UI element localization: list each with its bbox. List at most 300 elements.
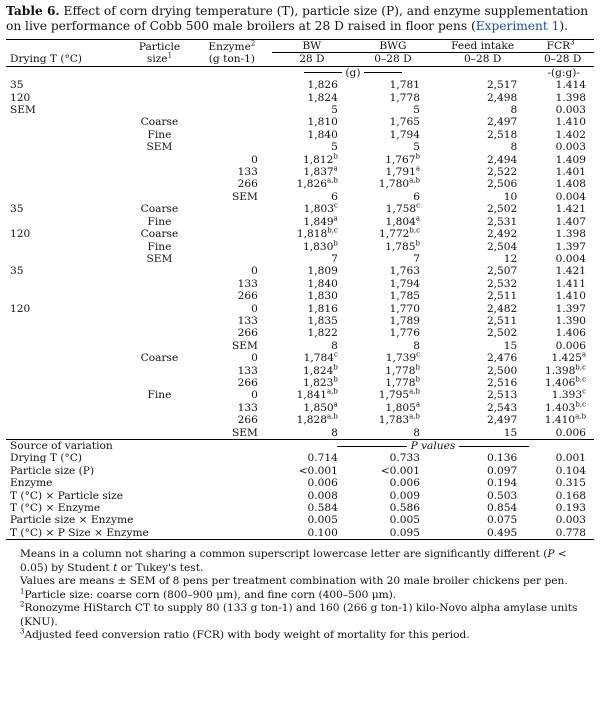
enzyme-cell: 133 bbox=[237, 166, 258, 179]
header-bwg-sub: 0–28 D bbox=[352, 53, 434, 66]
fcr-cell: 0.006 bbox=[555, 339, 586, 352]
bwg-cell: 1,804$^a$ bbox=[385, 214, 420, 228]
header-row-1 bbox=[6, 40, 594, 53]
bwg-cell: 1,758$^c$ bbox=[385, 201, 420, 216]
p-fcr: 0.778 bbox=[531, 527, 594, 540]
drying-temp-cell bbox=[6, 216, 127, 228]
header-enzyme: Enzyme$^2$ bbox=[208, 38, 256, 53]
p-fcr: 0.001 bbox=[555, 452, 586, 465]
table-notes bbox=[6, 548, 594, 643]
feed-intake-cell: 2,518 bbox=[486, 128, 518, 141]
bwg-cell: 1,785 bbox=[389, 290, 420, 303]
note-enzyme: $^2$Ronozyme HiStarch CT to supply 80 (133 g ton-1) and 160 (266 g ton-1) kilo-Novo alpha amylase units (KNU). bbox=[20, 600, 578, 628]
table-row bbox=[6, 92, 594, 104]
fcr-cell: 1.403$^{b,c}$ bbox=[545, 400, 586, 414]
fcr-cell: 1.425$^a$ bbox=[551, 350, 586, 365]
fcr-cell: 1.407 bbox=[555, 215, 586, 228]
bw-cell: 1,816 bbox=[307, 302, 338, 315]
feed-intake-cell: 2,502 bbox=[486, 327, 518, 340]
particle-size-cell bbox=[127, 265, 192, 277]
drying-temp-cell bbox=[6, 389, 127, 401]
particle-size-cell: SEM bbox=[146, 141, 173, 154]
p-fcr: 0.003 bbox=[555, 514, 586, 527]
particle-size-cell: SEM bbox=[146, 252, 173, 265]
drying-temp-cell: 35 bbox=[10, 79, 24, 92]
table-label: Table 6. bbox=[6, 4, 60, 18]
drying-temp-cell bbox=[6, 253, 127, 265]
particle-size-cell: Coarse bbox=[140, 228, 179, 241]
feed-intake-cell: 2,497 bbox=[486, 414, 518, 427]
p-bwg: 0.095 bbox=[352, 527, 434, 540]
particle-size-cell bbox=[127, 365, 192, 377]
bwg-cell: 1,763 bbox=[389, 265, 420, 278]
source-name: Drying T (°C) bbox=[10, 452, 83, 465]
fcr-cell: 1.421 bbox=[555, 265, 586, 278]
table-row bbox=[6, 340, 594, 352]
fcr-cell: 1.390 bbox=[555, 314, 586, 327]
particle-size-cell: Coarse bbox=[140, 352, 179, 365]
unit-grams: (g) bbox=[272, 66, 434, 79]
enzyme-cell: 0 bbox=[251, 153, 258, 166]
header-feed-intake: Feed intake bbox=[434, 40, 531, 53]
source-name: T (°C) × Enzyme bbox=[10, 502, 101, 515]
enzyme-cell: 266 bbox=[237, 376, 258, 389]
drying-temp-cell bbox=[6, 414, 127, 426]
fcr-cell: 1.402 bbox=[555, 128, 586, 141]
bw-cell: 1,849$^a$ bbox=[303, 214, 338, 228]
bw-cell: 1,840 bbox=[307, 128, 338, 141]
particle-size-cell bbox=[127, 290, 192, 302]
header-bw-sub: 28 D bbox=[272, 53, 352, 66]
p-bwg: 0.005 bbox=[389, 514, 420, 527]
table-row bbox=[6, 166, 594, 178]
bwg-cell: 1,781 bbox=[389, 79, 420, 92]
table-row bbox=[6, 241, 594, 253]
bwg-cell: 1,770 bbox=[389, 302, 420, 315]
enzyme-cell bbox=[192, 92, 272, 104]
p-bw: 0.008 bbox=[307, 489, 338, 502]
bw-cell: 1,841$^{a,b}$ bbox=[296, 387, 338, 402]
drying-temp-cell bbox=[6, 340, 127, 352]
feed-intake-cell: 2,476 bbox=[486, 352, 518, 365]
source-row bbox=[6, 502, 594, 514]
p-bwg: 0.733 bbox=[389, 452, 420, 465]
feed-intake-cell: 2,500 bbox=[486, 364, 518, 377]
table-row bbox=[6, 402, 594, 414]
particle-size-cell bbox=[127, 377, 192, 389]
experiment-link[interactable]: Experiment 1 bbox=[475, 19, 560, 33]
source-header-row bbox=[6, 440, 594, 453]
drying-temp-cell: 35 bbox=[10, 265, 24, 278]
drying-temp-cell bbox=[6, 377, 127, 389]
feed-intake-cell: 2,502 bbox=[486, 203, 518, 216]
drying-temp-cell: 120 bbox=[10, 302, 31, 315]
bwg-cell: 1,767$^b$ bbox=[385, 152, 420, 166]
bwg-cell: 1,776 bbox=[389, 327, 420, 340]
table-row bbox=[6, 79, 594, 91]
p-bwg: 0.586 bbox=[389, 502, 420, 515]
p-bwg: 0.009 bbox=[389, 489, 420, 502]
bwg-cell: 1,778$^b$ bbox=[385, 363, 420, 377]
drying-temp-cell bbox=[6, 166, 127, 178]
bw-cell: 8 bbox=[331, 426, 338, 439]
enzyme-cell: SEM bbox=[232, 190, 258, 203]
enzyme-cell: 266 bbox=[237, 414, 258, 427]
feed-intake-cell: 2,511 bbox=[486, 290, 518, 303]
p-feed-intake: 0.075 bbox=[486, 514, 518, 527]
enzyme-cell bbox=[192, 203, 272, 215]
bw-cell: 1,830 bbox=[307, 290, 338, 303]
drying-temp-cell bbox=[6, 178, 127, 190]
fcr-cell: 1.410$^{a,b}$ bbox=[544, 412, 586, 427]
enzyme-cell: 0 bbox=[251, 389, 258, 402]
feed-intake-cell: 2,497 bbox=[486, 116, 518, 129]
bw-cell: 1,810 bbox=[307, 116, 338, 129]
drying-temp-cell bbox=[6, 191, 127, 203]
fcr-cell: 1.397 bbox=[555, 302, 586, 315]
bw-cell: 5 bbox=[331, 104, 338, 117]
feed-intake-cell: 2,498 bbox=[486, 91, 518, 104]
particle-size-cell bbox=[127, 427, 192, 440]
particle-size-cell bbox=[127, 154, 192, 166]
enzyme-cell bbox=[192, 228, 272, 240]
bwg-cell: 1,765 bbox=[389, 116, 420, 129]
fcr-cell: 1.398 bbox=[555, 228, 586, 241]
particle-size-cell bbox=[127, 278, 192, 290]
p-bw: <0.001 bbox=[298, 464, 338, 477]
source-row bbox=[6, 477, 594, 489]
enzyme-cell: 133 bbox=[237, 401, 258, 414]
p-values-label: P values bbox=[272, 440, 594, 453]
bw-cell: 5 bbox=[331, 141, 338, 154]
particle-size-cell: Fine bbox=[147, 240, 172, 253]
header-fcr: FCR$^3$ bbox=[531, 40, 594, 53]
fcr-cell: 1.414 bbox=[555, 79, 586, 92]
note-significance: Means in a column not sharing a common superscript lowercase letter are significantly different (P < 0.05) by Student t or Tukey's test. bbox=[20, 548, 567, 574]
caption-text: Effect of corn drying temperature (T), particle size (P), and enzyme supplementation on live performance of Cobb 500 male broilers at 28 D raised in floor pens ( bbox=[6, 4, 589, 33]
bwg-cell: 1,778 bbox=[389, 91, 420, 104]
fcr-cell: 1.411 bbox=[555, 277, 586, 290]
source-name: T (°C) × P Size × Enzyme bbox=[6, 527, 272, 540]
p-feed-intake: 0.495 bbox=[434, 527, 531, 540]
particle-size-cell: Fine bbox=[147, 389, 172, 402]
bwg-cell: 1,780$^{a,b}$ bbox=[378, 176, 420, 191]
p-feed-intake: 0.503 bbox=[486, 489, 518, 502]
p-bw: 0.584 bbox=[307, 502, 338, 515]
bw-cell: 1,850$^a$ bbox=[303, 400, 338, 414]
table-row bbox=[6, 203, 594, 215]
fcr-cell: 1.409 bbox=[555, 153, 586, 166]
drying-temp-cell bbox=[6, 352, 127, 364]
drying-temp-cell bbox=[6, 241, 127, 253]
particle-size-cell bbox=[127, 79, 192, 91]
bw-cell: 1,826 bbox=[307, 79, 338, 92]
table-row bbox=[6, 129, 594, 141]
table-body bbox=[6, 66, 594, 539]
fcr-cell: 0.004 bbox=[555, 252, 586, 265]
table-row bbox=[6, 303, 594, 315]
bw-cell: 1,830$^b$ bbox=[303, 238, 338, 253]
enzyme-cell: SEM bbox=[232, 339, 258, 352]
drying-temp-cell bbox=[6, 141, 127, 153]
particle-size-cell bbox=[127, 178, 192, 190]
feed-intake-cell: 2,494 bbox=[486, 153, 518, 166]
table-row bbox=[6, 191, 594, 203]
table-row bbox=[6, 253, 594, 265]
source-name: T (°C) × Particle size bbox=[10, 489, 124, 502]
drying-temp-cell bbox=[6, 154, 127, 166]
note-particle: $^1$Particle size: coarse corn (800–900 μm), and fine corn (400–500 μm). bbox=[20, 587, 397, 601]
bwg-cell: 1,789 bbox=[389, 314, 420, 327]
fcr-cell: 1.398$^{b,c}$ bbox=[545, 363, 586, 377]
particle-size-cell: Fine bbox=[147, 215, 172, 228]
bwg-cell: 1,778$^b$ bbox=[385, 375, 420, 389]
feed-intake-cell: 2,522 bbox=[486, 166, 518, 179]
table-row bbox=[6, 365, 594, 377]
p-fcr: 0.315 bbox=[555, 477, 586, 490]
bwg-cell: 7 bbox=[413, 252, 420, 265]
enzyme-cell bbox=[192, 79, 272, 91]
bw-cell: 1,824 bbox=[307, 91, 338, 104]
p-fcr: 0.104 bbox=[555, 464, 586, 477]
header-bw: BW bbox=[272, 40, 352, 53]
particle-size-cell bbox=[127, 340, 192, 352]
header-bwg: BWG bbox=[352, 40, 434, 53]
bw-cell: 8 bbox=[331, 339, 338, 352]
bw-cell: 1,824$^b$ bbox=[303, 363, 338, 377]
results-table bbox=[6, 39, 594, 540]
particle-size-cell bbox=[127, 414, 192, 426]
p-bw: 0.006 bbox=[307, 477, 338, 490]
feed-intake-cell: 2,543 bbox=[486, 401, 518, 414]
bw-cell: 1,823$^b$ bbox=[303, 375, 338, 389]
feed-intake-cell: 2,492 bbox=[486, 228, 518, 241]
table-row bbox=[6, 278, 594, 290]
drying-temp-cell: 120 bbox=[10, 228, 31, 241]
fcr-cell: 0.004 bbox=[555, 190, 586, 203]
bw-cell: 1,826$^{a,b}$ bbox=[296, 176, 338, 191]
note-values: Values are means ± SEM of 8 pens per treatment combination with 20 male broiler chickens per pen. bbox=[20, 575, 568, 588]
feed-intake-cell: 2,511 bbox=[486, 314, 518, 327]
feed-intake-cell: 12 bbox=[503, 252, 518, 265]
p-bw: 0.005 bbox=[307, 514, 338, 527]
fcr-cell: 1.408 bbox=[555, 178, 586, 191]
source-of-variation-label: Source of variation bbox=[6, 440, 272, 453]
enzyme-cell: 133 bbox=[237, 277, 258, 290]
enzyme-cell bbox=[192, 253, 272, 265]
enzyme-cell: 0 bbox=[251, 352, 258, 365]
bwg-cell: 5 bbox=[413, 104, 420, 117]
fcr-cell: 1.397 bbox=[555, 240, 586, 253]
table-row bbox=[6, 352, 594, 364]
drying-temp-cell bbox=[6, 315, 127, 327]
p-bwg: 0.006 bbox=[389, 477, 420, 490]
bw-cell: 7 bbox=[331, 252, 338, 265]
source-name: Particle size × Enzyme bbox=[10, 514, 134, 527]
source-row bbox=[6, 514, 594, 526]
fcr-cell: 1.398 bbox=[555, 91, 586, 104]
table-row bbox=[6, 377, 594, 389]
note-fcr: $^3$Adjusted feed conversion ratio (FCR) with body weight of mortality for this period. bbox=[20, 627, 470, 642]
table-row bbox=[6, 389, 594, 401]
feed-intake-cell: 15 bbox=[503, 426, 518, 439]
fcr-cell: 0.003 bbox=[555, 141, 586, 154]
feed-intake-cell: 2,517 bbox=[486, 79, 518, 92]
particle-size-cell bbox=[127, 303, 192, 315]
drying-temp-cell bbox=[6, 116, 127, 128]
bwg-cell: 6 bbox=[413, 190, 420, 203]
drying-temp-cell bbox=[6, 327, 127, 339]
drying-temp-cell: 120 bbox=[10, 91, 31, 104]
fcr-cell: 1.406$^{b,c}$ bbox=[545, 375, 586, 389]
p-feed-intake: 0.854 bbox=[486, 502, 518, 515]
table-row bbox=[6, 315, 594, 327]
fcr-cell: 1.410 bbox=[555, 290, 586, 303]
source-row bbox=[6, 527, 594, 540]
feed-intake-cell: 8 bbox=[510, 141, 518, 154]
feed-intake-cell: 2,532 bbox=[486, 277, 518, 290]
enzyme-cell: 133 bbox=[237, 364, 258, 377]
drying-temp-cell bbox=[6, 278, 127, 290]
source-row bbox=[6, 452, 594, 464]
fcr-cell: 1.410 bbox=[555, 116, 586, 129]
drying-temp-cell bbox=[6, 402, 127, 414]
feed-intake-cell: 2,504 bbox=[486, 240, 518, 253]
enzyme-cell bbox=[192, 129, 272, 141]
bwg-cell: 1,794 bbox=[389, 277, 420, 290]
table-caption bbox=[6, 4, 594, 34]
bwg-cell: 1,805$^a$ bbox=[385, 400, 420, 414]
source-row bbox=[6, 490, 594, 502]
bw-cell: 1,809 bbox=[307, 265, 338, 278]
particle-size-cell: Fine bbox=[147, 128, 172, 141]
p-feed-intake: 0.194 bbox=[486, 477, 518, 490]
table-row bbox=[6, 154, 594, 166]
table-row bbox=[6, 265, 594, 277]
header-particle-size: size$^1$ bbox=[127, 53, 192, 66]
bwg-cell: 1,739$^c$ bbox=[385, 350, 420, 365]
units-row bbox=[6, 66, 594, 79]
enzyme-cell: SEM bbox=[232, 426, 258, 439]
bw-cell: 1,803$^c$ bbox=[303, 201, 338, 216]
header-feed-sub: 0–28 D bbox=[434, 53, 531, 66]
drying-temp-cell bbox=[6, 290, 127, 302]
p-bw: 0.100 bbox=[272, 527, 352, 540]
bwg-cell: 1,772$^{b,c}$ bbox=[379, 226, 420, 241]
particle-size-cell bbox=[127, 327, 192, 339]
fcr-cell: 1.401 bbox=[555, 166, 586, 179]
header-row-2 bbox=[6, 53, 594, 66]
table-row bbox=[6, 290, 594, 302]
drying-temp-cell bbox=[6, 365, 127, 377]
bw-cell: 6 bbox=[331, 190, 338, 203]
enzyme-cell bbox=[192, 141, 272, 153]
drying-temp-cell: 35 bbox=[10, 203, 24, 216]
enzyme-cell bbox=[192, 104, 272, 116]
bwg-cell: 1,783$^{a,b}$ bbox=[378, 412, 420, 427]
table-row bbox=[6, 116, 594, 128]
enzyme-cell: 266 bbox=[237, 178, 258, 191]
bwg-cell: 1,795$^{a,b}$ bbox=[378, 387, 420, 402]
fcr-cell: 0.006 bbox=[555, 426, 586, 439]
feed-intake-cell: 2,516 bbox=[486, 376, 518, 389]
particle-size-cell bbox=[127, 166, 192, 178]
feed-intake-cell: 2,482 bbox=[486, 302, 518, 315]
table-row bbox=[6, 327, 594, 339]
feed-intake-cell: 8 bbox=[510, 104, 518, 117]
header-fcr-sub: 0–28 D bbox=[531, 53, 594, 66]
enzyme-cell bbox=[192, 216, 272, 228]
feed-intake-cell: 2,506 bbox=[486, 178, 518, 191]
table-row bbox=[6, 178, 594, 190]
particle-size-cell: Coarse bbox=[140, 203, 179, 216]
feed-intake-cell: 10 bbox=[503, 190, 518, 203]
bw-cell: 1,818$^{b,c}$ bbox=[296, 226, 338, 241]
bwg-cell: 1,791$^a$ bbox=[385, 164, 420, 179]
header-enzyme-unit: (g ton-1) bbox=[192, 53, 272, 66]
bw-cell: 1,784$^c$ bbox=[303, 350, 338, 365]
particle-size-cell bbox=[127, 92, 192, 104]
p-bwg: <0.001 bbox=[380, 464, 420, 477]
source-name: Enzyme bbox=[10, 477, 53, 490]
table-row bbox=[6, 228, 594, 240]
p-feed-intake: 0.097 bbox=[486, 464, 518, 477]
table-row bbox=[6, 104, 594, 116]
drying-temp-cell bbox=[6, 129, 127, 141]
drying-temp-cell bbox=[6, 427, 127, 440]
bw-cell: 1,835 bbox=[307, 314, 338, 327]
bwg-cell: 5 bbox=[413, 141, 420, 154]
table-row bbox=[6, 414, 594, 426]
table-row bbox=[6, 141, 594, 153]
bwg-cell: 1,785$^b$ bbox=[385, 238, 420, 253]
source-name: Particle size (P) bbox=[10, 464, 95, 477]
p-bw: 0.714 bbox=[307, 452, 338, 465]
fcr-cell: 1.393$^c$ bbox=[551, 387, 586, 402]
enzyme-cell bbox=[192, 116, 272, 128]
p-fcr: 0.193 bbox=[555, 502, 586, 515]
enzyme-cell: 133 bbox=[237, 314, 258, 327]
drying-temp-cell: SEM bbox=[10, 104, 36, 117]
feed-intake-cell: 15 bbox=[503, 339, 518, 352]
bwg-cell: 1,794 bbox=[389, 128, 420, 141]
table-row bbox=[6, 427, 594, 440]
enzyme-cell: 0 bbox=[251, 265, 258, 278]
enzyme-cell: 0 bbox=[251, 302, 258, 315]
bw-cell: 1,837$^a$ bbox=[303, 164, 338, 179]
p-feed-intake: 0.136 bbox=[486, 452, 518, 465]
table-row bbox=[6, 216, 594, 228]
fcr-cell: 0.003 bbox=[555, 104, 586, 117]
fcr-cell: 1.421 bbox=[555, 203, 586, 216]
particle-size-cell bbox=[127, 191, 192, 203]
fcr-cell: 1.406 bbox=[555, 327, 586, 340]
p-fcr: 0.168 bbox=[555, 489, 586, 502]
feed-intake-cell: 2,507 bbox=[486, 265, 518, 278]
particle-size-cell: Coarse bbox=[140, 116, 179, 129]
bwg-cell: 8 bbox=[413, 426, 420, 439]
bw-cell: 1,812$^b$ bbox=[303, 152, 338, 166]
particle-size-cell bbox=[127, 402, 192, 414]
source-row bbox=[6, 465, 594, 477]
enzyme-cell: 266 bbox=[237, 327, 258, 340]
feed-intake-cell: 2,513 bbox=[486, 389, 518, 402]
bwg-cell: 8 bbox=[413, 339, 420, 352]
enzyme-cell bbox=[192, 241, 272, 253]
particle-size-cell bbox=[127, 315, 192, 327]
bw-cell: 1,840 bbox=[307, 277, 338, 290]
bw-cell: 1,828$^{a,b}$ bbox=[296, 412, 338, 427]
